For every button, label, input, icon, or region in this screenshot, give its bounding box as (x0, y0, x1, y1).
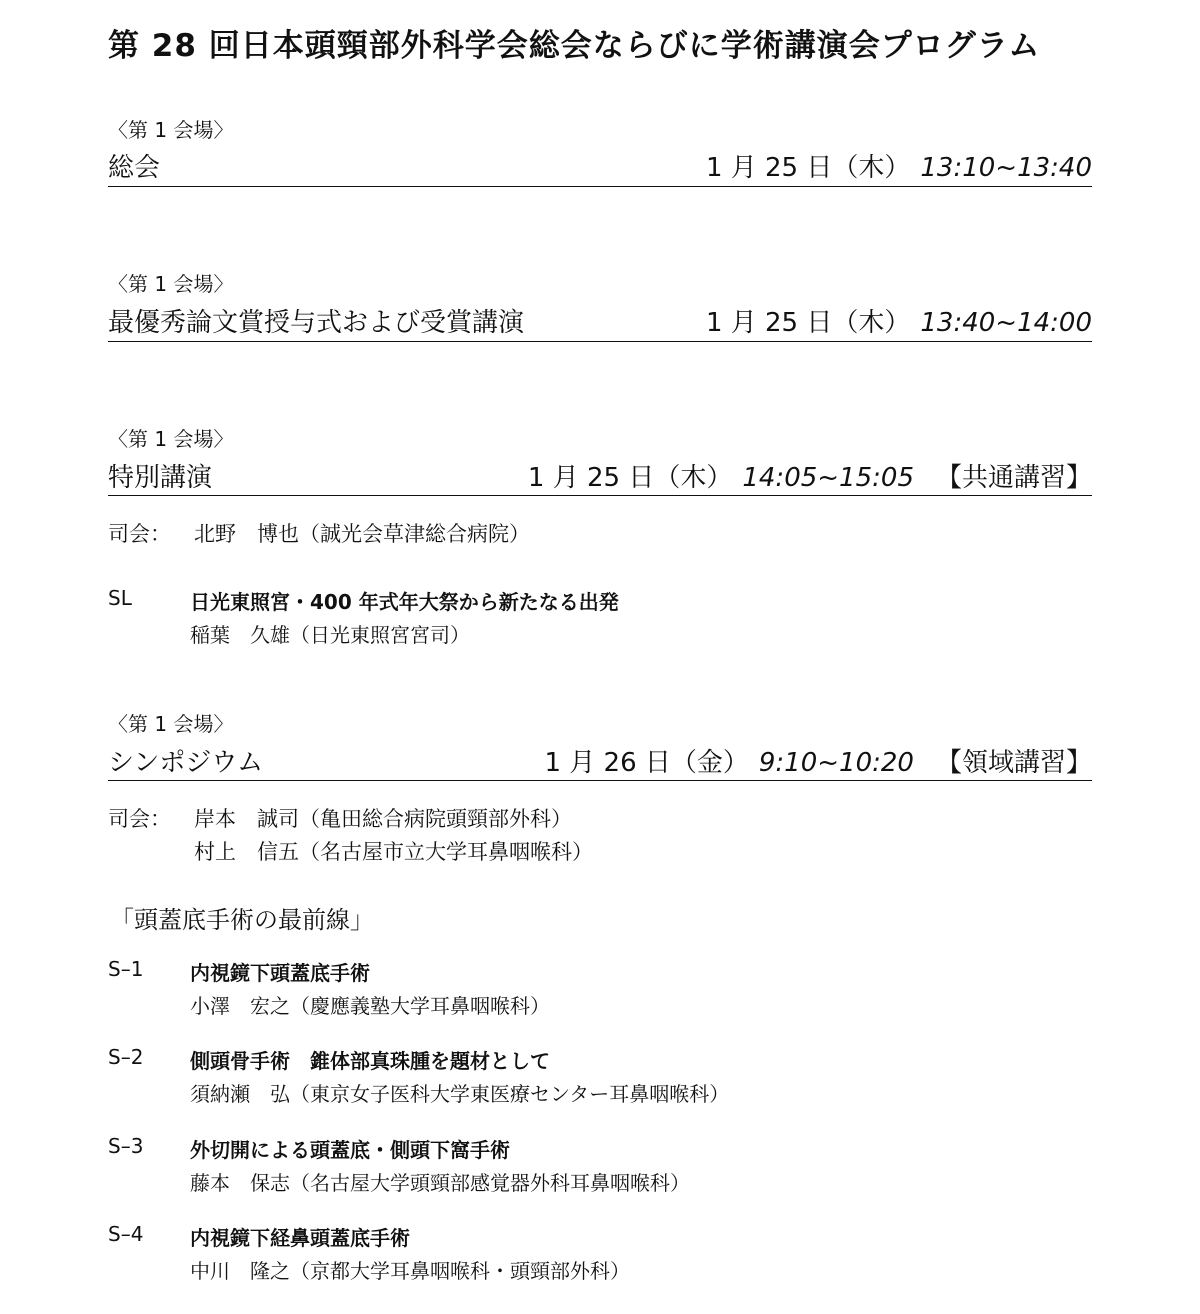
chair-label: 司会： (108, 522, 171, 546)
section-date: 1 月 25 日（木） (705, 308, 911, 338)
section-venue: 〈第 1 会場〉 (108, 272, 234, 296)
presentation-code: S–1 (108, 957, 144, 981)
section-venue: 〈第 1 会場〉 (108, 118, 234, 142)
section-venue: 〈第 1 会場〉 (108, 712, 234, 736)
section-name: 総会 (108, 153, 161, 183)
presentation-author: 藤本 保志（名古屋大学頭頸部感覚器外科耳鼻咽喉科） (190, 1171, 690, 1195)
presentation-title: 内視鏡下頭蓋底手術 (190, 961, 370, 985)
section-schedule (544, 742, 1092, 779)
presentation-code: S–3 (108, 1134, 144, 1158)
presentation-title: 側頭骨手術 錐体部真珠腫を題材として (190, 1049, 550, 1073)
section-divider (108, 341, 1092, 342)
symposium-theme: 「頭蓋底手術の最前線」 (110, 906, 374, 934)
presentation-code: S–2 (108, 1045, 144, 1069)
section-schedule (706, 147, 1092, 184)
section-name: 特別講演 (108, 463, 213, 493)
section-date: 1 月 25 日（木） (705, 153, 911, 183)
section-date: 1 月 25 日（木） (527, 463, 733, 493)
presentation-code: SL (108, 586, 132, 610)
section-time: 9:10~10:20 (758, 748, 914, 778)
section-divider (108, 780, 1092, 781)
presentation-code: S–4 (108, 1222, 144, 1246)
section-time: 13:40~14:00 (920, 308, 1092, 338)
section-tag: 【共通講習】 (935, 463, 1092, 493)
chair-name: 北野 博也（誠光会草津総合病院） (194, 522, 530, 546)
section-time: 13:10~13:40 (920, 153, 1092, 183)
chair-label: 司会： (108, 807, 171, 831)
section-date: 1 月 26 日（金） (544, 748, 749, 778)
presentation-author: 須納瀬 弘（東京女子医科大学東医療センター耳鼻咽喉科） (190, 1082, 730, 1106)
section-schedule (706, 302, 1092, 339)
section-name: シンポジウム (108, 748, 264, 778)
section-venue: 〈第 1 会場〉 (108, 427, 234, 451)
section-tag: 【領域講習】 (935, 748, 1092, 778)
presentation-author: 稲葉 久雄（日光東照宮宮司） (190, 623, 470, 647)
page-title: 第 28 回日本頭頸部外科学会総会ならびに学術講演会プログラム (108, 28, 1041, 64)
presentation-title: 日光東照宮・400 年式年大祭から新たなる出発 (190, 590, 619, 614)
chair-name: 岸本 誠司（亀田総合病院頭頸部外科） (194, 807, 572, 831)
chair-name: 村上 信五（名古屋市立大学耳鼻咽喉科） (194, 840, 593, 864)
section-divider (108, 186, 1092, 187)
section-divider (108, 495, 1092, 496)
section-name: 最優秀論文賞授与式および受賞講演 (108, 308, 525, 338)
section-schedule (528, 457, 1092, 494)
presentation-title: 内視鏡下経鼻頭蓋底手術 (190, 1226, 410, 1250)
section-time: 14:05~15:05 (742, 463, 914, 493)
presentation-author: 中川 隆之（京都大学耳鼻咽喉科・頭頸部外科） (190, 1259, 630, 1283)
presentation-title: 外切開による頭蓋底・側頭下窩手術 (190, 1138, 510, 1162)
presentation-author: 小澤 宏之（慶應義塾大学耳鼻咽喉科） (190, 994, 550, 1018)
